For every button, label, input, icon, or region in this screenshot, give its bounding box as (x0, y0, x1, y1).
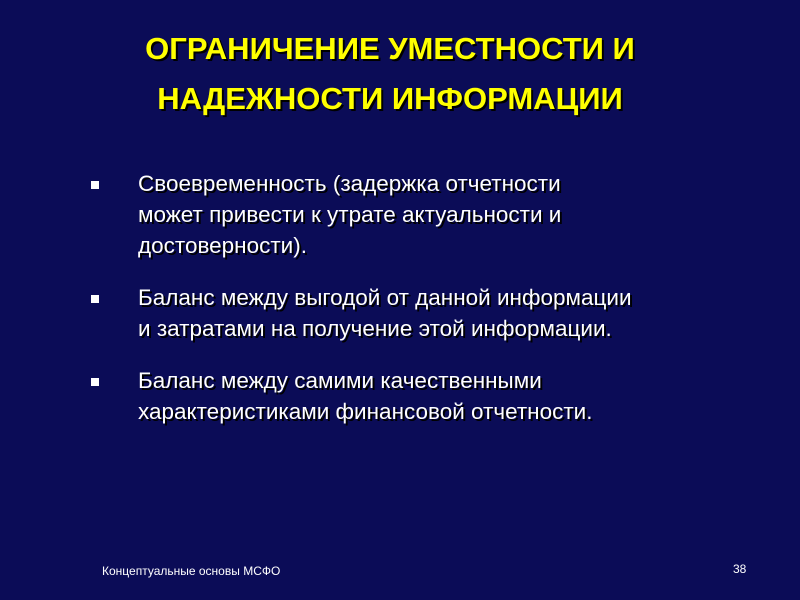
page-number: 38 (733, 562, 747, 576)
bullet-line: Баланс между выгодой от данной информации (138, 285, 632, 310)
bullet-text (138, 168, 768, 261)
bullet-line: достоверности). (138, 233, 307, 258)
bullet-line: и затратами на получение этой информации. (138, 316, 612, 341)
slide-title-line-2: НАДЕЖНОСТИ ИНФОРМАЦИИ (157, 81, 623, 116)
square-bullet-icon (91, 378, 99, 386)
square-bullet-icon (91, 295, 99, 303)
bullet-list (88, 168, 768, 448)
bullet-text (138, 282, 768, 344)
slide-title-line-1: ОГРАНИЧЕНИЕ УМЕСТНОСТИ И (145, 31, 635, 66)
bullet-line: может привести к утрате актуальности и (138, 202, 562, 227)
square-bullet-icon (91, 181, 99, 189)
bullet-text (138, 365, 768, 427)
bullet-line: характеристиками финансовой отчетности. (138, 399, 593, 424)
bullet-item-qualitative-balance (88, 365, 768, 427)
bullet-line: Своевременность (задержка отчетности (138, 171, 561, 196)
bullet-item-timeliness (88, 168, 768, 261)
bullet-item-cost-benefit (88, 282, 768, 344)
footer-text: Концептуальные основы МСФО (102, 564, 281, 578)
slide-title (0, 24, 780, 124)
bullet-line: Баланс между самими качественными (138, 368, 542, 393)
